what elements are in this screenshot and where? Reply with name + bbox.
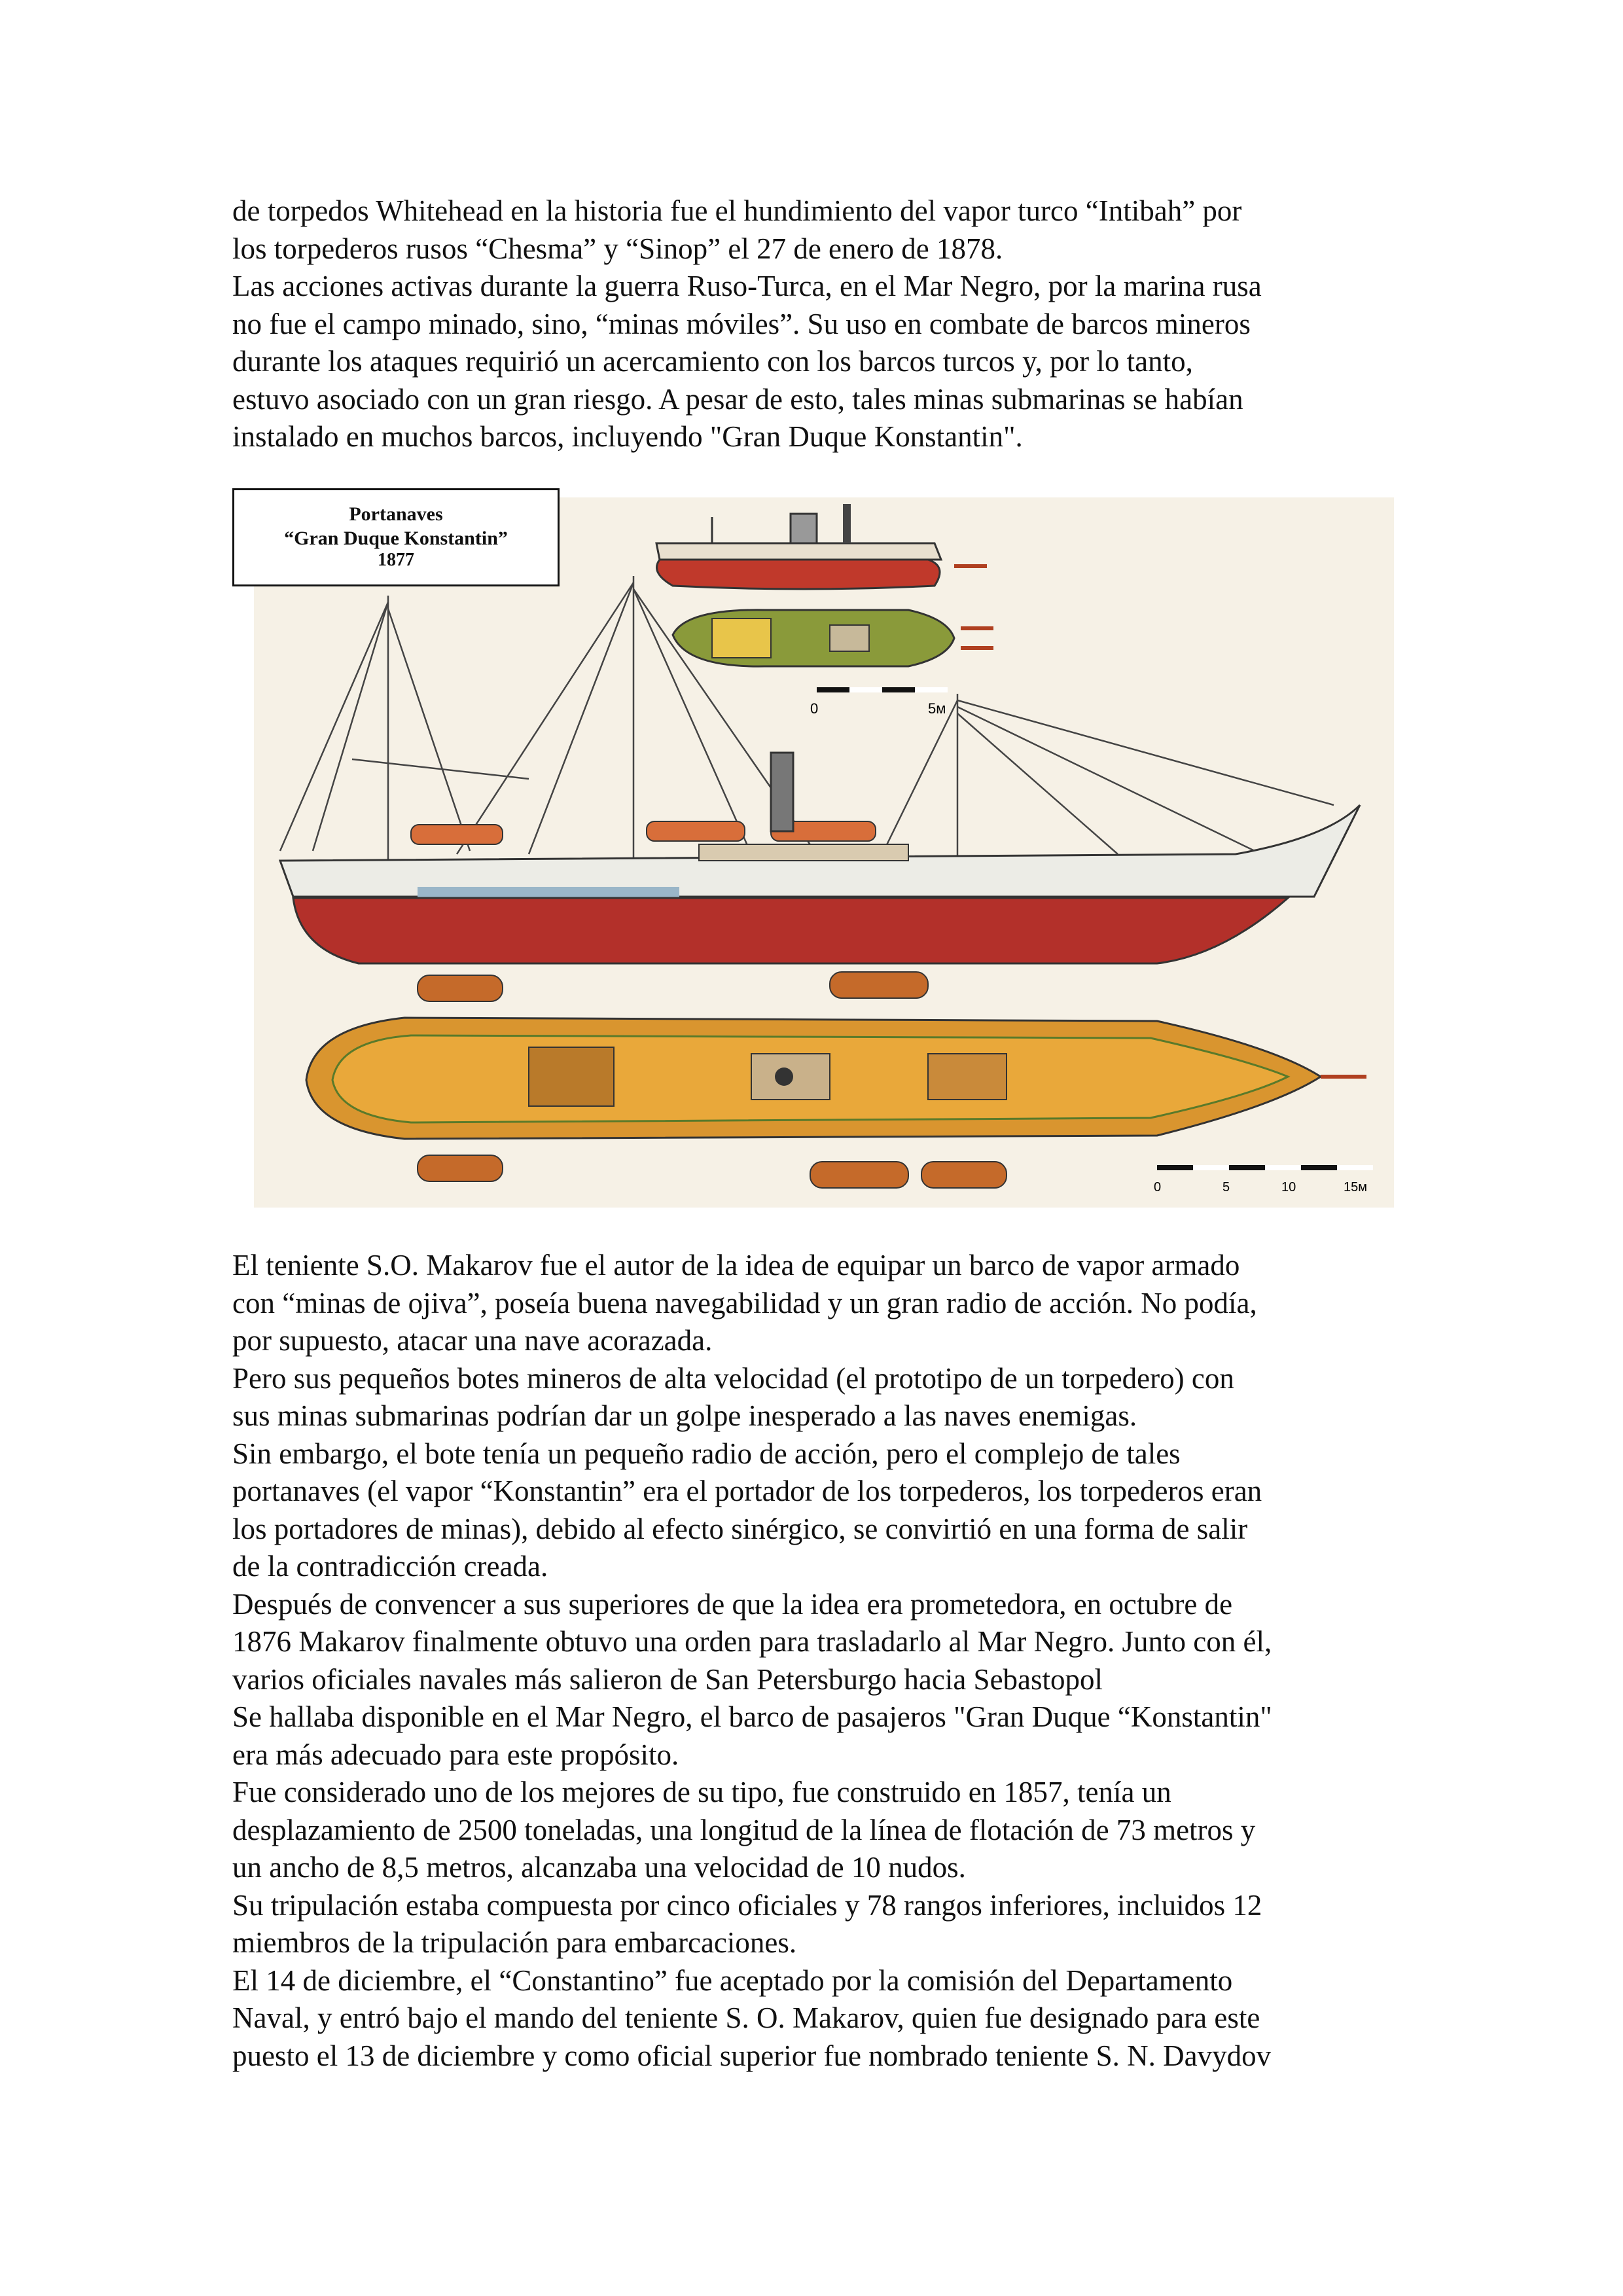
text-line: era más adecuado para este propósito. (232, 1738, 679, 1771)
text-line: puesto el 13 de diciembre y como oficial superior fue nombrado teniente S. N. Davydov (232, 2039, 1272, 2072)
text-line: Fue considerado uno de los mejores de su tipo, fue construido en 1857, tenía un (232, 1776, 1171, 1808)
ship-hull-side (280, 753, 1360, 963)
text-line: Naval, y entró bajo el mando del teniente S. O. Makarov, quien fue designado para este (232, 2001, 1260, 2034)
ship-deck-plan (306, 972, 1366, 1188)
text-line: los portadores de minas), debido al efecto sinérgico, se convirtió en una forma de salir (232, 1512, 1248, 1545)
text-line: con “minas de ojiva”, poseía buena navegabilidad y un gran radio de acción. No podía, (232, 1286, 1257, 1319)
text-line: varios oficiales navales más salieron de San Petersburgo hacia Sebastopol (232, 1662, 1103, 1696)
text-line: Pero sus pequeños botes mineros de alta velocidad (el prototipo de un torpedero) con (232, 1361, 1234, 1395)
text-line: desplazamiento de 2500 toneladas, una longitud de la línea de flotación de 73 metros y (232, 1813, 1256, 1846)
text-line: no fue el campo minado, sino, “minas móviles”. Su uso en combate de barcos mineros (232, 307, 1251, 340)
figure-caption (232, 488, 560, 586)
text-line: Sin embargo, el bote tenía un pequeño radio de acción, pero el complejo de tales (232, 1437, 1181, 1470)
text-line: El teniente S.O. Makarov fue el autor de la idea de equipar un barco de vapor armado (232, 1249, 1240, 1282)
text-line: El 14 de diciembre, el “Constantino” fue aceptado por la comisión del Departamento (232, 1964, 1233, 1997)
scale-bar-large (1154, 1165, 1373, 1194)
text-line: de torpedos Whitehead en la historia fue el hundimiento del vapor turco “Intibah” por (232, 194, 1242, 227)
text-line: por supuesto, atacar una nave acorazada. (232, 1324, 713, 1357)
text-line: los torpederos rusos “Chesma” y “Sinop” el 27 de enero de 1878. (232, 232, 1003, 265)
scale-large-label-5: 5 (1222, 1180, 1230, 1194)
text-block-top (232, 192, 1404, 456)
text-line: sus minas submarinas podrían dar un golpe inesperado a las naves enemigas. (232, 1399, 1137, 1432)
text-line: miembros de la tripulación para embarcaciones. (232, 1926, 797, 1959)
text-line: Su tripulación estaba compuesta por cinco oficiales y 78 rangos inferiores, incluidos 12 (232, 1888, 1262, 1922)
caption-year: 1877 (378, 550, 414, 567)
text-line: instalado en muchos barcos, incluyendo "Gran Duque Konstantin". (232, 420, 1023, 453)
scale-bar-small (810, 687, 948, 717)
text-line: Las acciones activas durante la guerra Ruso-Turca, en el Mar Negro, por la marina rusa (232, 270, 1262, 302)
text-line: durante los ataques requirió un acercamiento con los barcos turcos y, por lo tanto, (232, 345, 1193, 378)
scale-small-label-0: 0 (810, 700, 819, 717)
text-line: un ancho de 8,5 metros, alcanzaba una velocidad de 10 nudos. (232, 1851, 966, 1884)
scale-large-label-0: 0 (1154, 1180, 1162, 1194)
text-block-bottom (232, 1247, 1404, 2075)
torpedo-boat-side-view (656, 504, 987, 589)
scale-large-label-15: 15м (1344, 1180, 1367, 1194)
text-line: estuvo asociado con un gran riesgo. A pesar de esto, tales minas submarinas se habían (232, 382, 1243, 416)
caption-ship-name: “Gran Duque Konstantin” (284, 528, 508, 549)
text-line: de la contradicción creada. (232, 1550, 548, 1583)
text-line: portanaves (el vapor “Konstantin” era el portador de los torpederos, los torpederos eran (232, 1475, 1262, 1507)
caption-title: Portanaves (349, 503, 443, 525)
text-line: Se hallaba disponible en el Mar Negro, el barco de pasajeros "Gran Duque “Konstantin" (232, 1700, 1272, 1733)
scale-small-label-5: 5м (928, 700, 946, 717)
text-line: 1876 Makarov finalmente obtuvo una orden para trasladarlo al Mar Negro. Junto con él, (232, 1625, 1272, 1658)
torpedo-boat-plan-view (673, 610, 993, 666)
ship-illustration (254, 497, 1394, 1208)
scale-large-label-10: 10 (1281, 1180, 1296, 1194)
text-line: Después de convencer a sus superiores de que la idea era prometedora, en octubre de (232, 1587, 1233, 1621)
